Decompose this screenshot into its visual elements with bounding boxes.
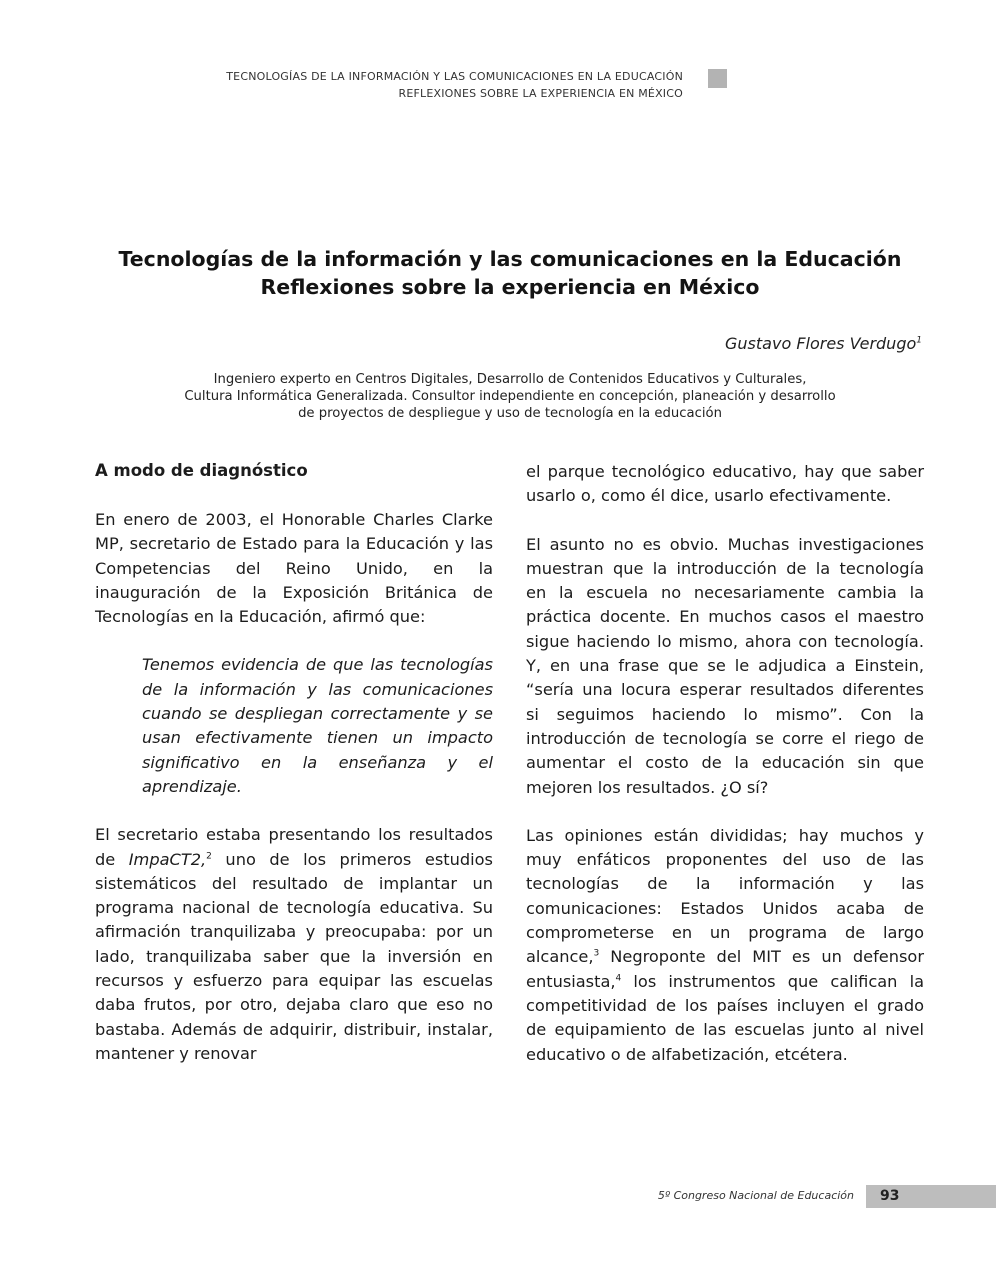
impact-study-name: ImpaCT2, <box>128 849 207 869</box>
footnote-marker-3: 3 <box>593 948 600 959</box>
footer-congress-name: 5º Congreso Nacional de Educación <box>657 1189 854 1202</box>
bio-line-2: Cultura Informática Generalizada. Consultor independiente en concepción, planeación y desarrollo <box>184 389 836 404</box>
opinions-text-c: los instrumentos que califican la competitividad de los países incluyen el grado de equipamiento de las escuelas junto al nivel educativo o de alfabetización, etcétera. <box>526 971 924 1064</box>
footnote-marker-4: 4 <box>615 973 622 984</box>
impact-text-b: uno de los primeros estudios sistemáticos del resultado de implantar un programa nacional de tecnología educativa. Su afirmación tranquilizaba y preocupaba: por un lado, tranquilizaba saber que la inversión en recursos y esfuerzo para equipar las escuelas daba frutos, por otro, dejaba claro que eso no bastaba. Además de adquirir, distribuir, instalar, mantener y renovar <box>95 849 493 1063</box>
title-line-1: Tecnologías de la información y las comunicaciones en la Educación <box>118 247 902 271</box>
opinions-text-b: Negroponte del MIT es un defensor entusiasta, <box>526 947 924 991</box>
bio-line-1: Ingeniero experto en Centros Digitales, Desarrollo de Contenidos Educativos y Culturales, <box>213 372 807 387</box>
paragraph-impact <box>95 823 493 1066</box>
header-square-decoration <box>708 69 727 88</box>
paragraph-not-obvious: El asunto no es obvio. Muchas investigaciones muestran que la introducción de la tecnología en la escuela no necesariamente cambia la práctica docente. En muchos casos el maestro sigue haciendo lo mismo, ahora con tecnología. Y, en una frase que se le adjudica a Einstein, “sería una locura esperar resultados diferentes si seguimos haciendo lo mismo”. Con la introducción de tecnología se corre el riego de aumentar el costo de la educación sin que mejoren los resultados. ¿O sí? <box>526 534 924 797</box>
article-title <box>60 245 960 301</box>
author-bio <box>60 371 960 422</box>
footnote-marker-2: 2 <box>206 851 212 862</box>
title-line-2: Reflexiones sobre la experiencia en México <box>260 275 760 299</box>
block-quote: Tenemos evidencia de que las tecnologías de la información y las comunicaciones cuando se despliegan correctamente y se usan efectivamente tienen un impacto significativo en la enseñanza y el aprendizaje. <box>142 655 493 796</box>
author-footnote-marker: 1 <box>916 335 922 346</box>
bio-line-3: de proyectos de despliegue y uso de tecnología en la educación <box>298 406 722 421</box>
running-head-line-2: REFLEXIONES SOBRE LA EXPERIENCIA EN MÉXICO <box>398 87 683 100</box>
impact-text-a: El secretario estaba presentando los resultados de <box>95 825 493 869</box>
running-head-line-1: TECNOLOGÍAS DE LA INFORMACIÓN Y LAS COMUNICACIONES EN LA EDUCACIÓN <box>226 70 683 83</box>
page-number: 93 <box>880 1188 900 1204</box>
right-column <box>526 460 924 1091</box>
author-name: Gustavo Flores Verdugo <box>725 334 917 353</box>
paragraph-intro: En enero de 2003, el Honorable Charles Clarke MP, secretario de Estado para la Educación y las Competencias del Reino Unido, en la inauguración de la Exposición Británica de Tecnologías en la Educación, afirmó que: <box>95 510 493 627</box>
paragraph-continuation: el parque tecnológico educativo, hay que saber usarlo o, como él dice, usarlo efectivamente. <box>526 462 924 506</box>
opinions-text-a: Las opiniones están divididas; hay muchos y muy enfáticos proponentes del uso de las tecnologías de la información y las comunicaciones: Estados Unidos acaba de comprometerse en un programa de largo alcance, <box>526 825 924 967</box>
left-column <box>95 458 493 1090</box>
author-byline <box>725 334 922 353</box>
section-heading: A modo de diagnóstico <box>95 461 308 480</box>
running-head <box>226 68 683 102</box>
paragraph-opinions <box>526 824 924 1067</box>
